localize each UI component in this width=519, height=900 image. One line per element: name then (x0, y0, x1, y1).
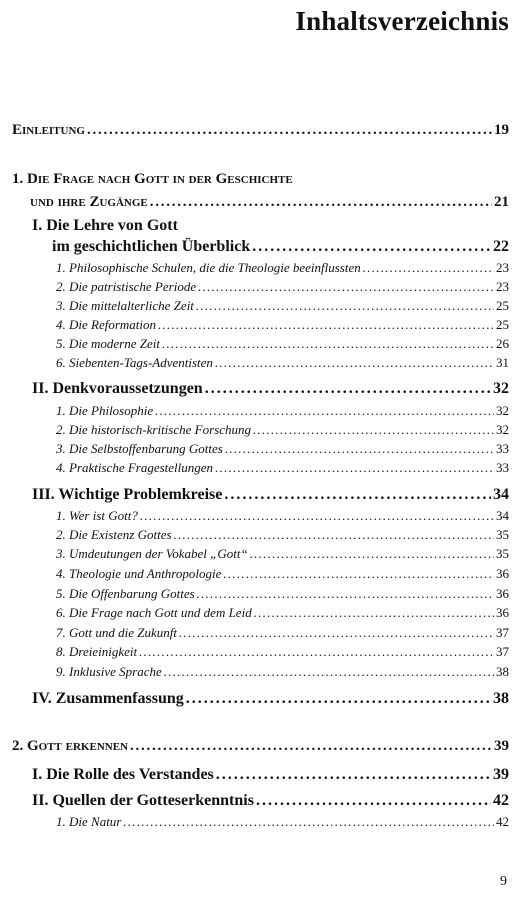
toc-subentry[interactable] (56, 625, 509, 641)
toc-chapter-1-line1[interactable]: 1. Die Frage nach Gott in der Geschichte (12, 171, 293, 187)
toc-chapter-2-section-2[interactable] (32, 792, 509, 810)
leader-dots (363, 260, 494, 276)
leader-dots (162, 336, 494, 352)
toc-entry-page: 36 (496, 566, 509, 581)
toc-entry-page: 22 (493, 238, 509, 255)
leader-dots (215, 355, 494, 371)
leader-dots (179, 625, 494, 641)
page-number: 9 (500, 874, 507, 889)
toc-entry-label: Einleitung (12, 122, 85, 138)
leader-dots (150, 194, 492, 211)
toc-entry-page: 39 (493, 766, 509, 783)
toc-subentry[interactable] (56, 355, 509, 371)
toc-entry-page: 31 (496, 355, 509, 370)
toc-entry-page: 34 (496, 508, 509, 523)
toc-entry-label: I. Die Rolle des Verstandes (32, 766, 214, 783)
toc-subentry[interactable] (56, 644, 509, 660)
leader-dots (250, 546, 494, 562)
toc-entry-page: 32 (493, 380, 509, 397)
toc-chapter-2[interactable] (12, 738, 509, 755)
toc-entry-page: 21 (494, 194, 509, 210)
toc-entry-page: 19 (494, 122, 509, 138)
toc-entry-page: 33 (496, 441, 509, 456)
toc-entry-label: 5. Die Offenbarung Gottes (56, 586, 195, 601)
toc-entry-page: 37 (496, 625, 509, 640)
toc-subentry[interactable] (56, 527, 509, 543)
toc-subentry[interactable] (56, 566, 509, 582)
toc-entry-label: im geschichtlichen Überblick (52, 238, 251, 255)
toc-entry-page: 35 (496, 546, 509, 561)
toc-entry-label: 5. Die moderne Zeit (56, 336, 160, 351)
toc-entry-label: 8. Dreieinigkeit (56, 644, 138, 659)
page-title: Inhaltsverzeichnis (295, 6, 509, 36)
toc-entry-label: 2. Die Existenz Gottes (56, 527, 172, 542)
toc-entry-page: 39 (494, 738, 509, 754)
toc-entry-page: 36 (496, 586, 509, 601)
leader-dots (216, 766, 491, 784)
toc-entry-page: 26 (496, 336, 509, 351)
toc-entry-label: und ihre Zugänge (30, 194, 148, 210)
toc-entry-page: 38 (493, 690, 509, 707)
toc-entry-page: 32 (496, 422, 509, 437)
leader-dots (196, 298, 494, 314)
toc-entry-label: 1. Philosophische Schulen, die die Theologie beeinflussten (56, 260, 361, 275)
toc-subentry[interactable] (56, 605, 509, 621)
toc-entry-label: 2. Gott erkennen (12, 738, 128, 754)
toc-entry-page: 32 (496, 403, 509, 418)
toc-subentry[interactable] (56, 317, 509, 333)
toc-chapter-2-section-1[interactable] (32, 766, 509, 784)
toc-entry-einleitung[interactable] (12, 122, 509, 139)
toc-subentry[interactable] (56, 664, 509, 680)
leader-dots (139, 644, 494, 660)
toc-entry-page: 23 (496, 260, 509, 275)
leader-dots (155, 403, 494, 419)
toc-entry-label: 6. Die Frage nach Gott und dem Leid (56, 605, 252, 620)
toc-subentry[interactable] (56, 546, 509, 562)
toc-section-1[interactable] (52, 238, 509, 256)
toc-entry-page: 37 (496, 644, 509, 659)
leader-dots (252, 238, 491, 256)
toc-entry-page: 35 (496, 527, 509, 542)
toc-entry-page: 25 (496, 298, 509, 313)
toc-entry-page: 36 (496, 605, 509, 620)
leader-dots (186, 690, 491, 708)
leader-dots (123, 814, 494, 830)
leader-dots (174, 527, 494, 543)
toc-subentry[interactable] (56, 586, 509, 602)
toc-entry-label: 3. Die Selbstoffenbarung Gottes (56, 441, 223, 456)
toc-subentry[interactable] (56, 441, 509, 457)
toc-entry-label: 4. Praktische Fragestellungen (56, 460, 214, 475)
leader-dots (254, 605, 494, 621)
toc-entry-label: 3. Umdeutungen der Vokabel „Gott“ (56, 546, 248, 561)
toc-subentry[interactable] (56, 422, 509, 438)
toc-entry-label: 2. Die historisch-kritische Forschung (56, 422, 251, 437)
toc-subentry[interactable] (56, 508, 509, 524)
toc-entry-label: II. Quellen der Gotteserkenntnis (32, 792, 254, 809)
leader-dots (215, 460, 494, 476)
toc-subentry[interactable] (56, 279, 509, 295)
toc-entry-page: 33 (496, 460, 509, 475)
toc-subentry[interactable] (56, 814, 509, 830)
toc-chapter-1[interactable] (30, 194, 509, 211)
leader-dots (198, 279, 494, 295)
toc-entry-label: II. Denkvoraussetzungen (32, 380, 203, 397)
toc-section-2[interactable] (32, 380, 509, 398)
toc-entry-label: 1. Wer ist Gott? (56, 508, 138, 523)
toc-entry-label: 6. Siebenten-Tags-Adventisten (56, 355, 213, 370)
toc-section-4[interactable] (32, 690, 509, 708)
toc-entry-label: 4. Die Reformation (56, 317, 157, 332)
toc-entry-label: 9. Inklusive Sprache (56, 664, 162, 679)
leader-dots (225, 441, 494, 457)
leader-dots (87, 122, 492, 139)
toc-entry-label: 3. Die mittelalterliche Zeit (56, 298, 194, 313)
leader-dots (140, 508, 494, 524)
leader-dots (205, 380, 491, 398)
toc-subentry[interactable] (56, 260, 509, 276)
toc-entry-label: 7. Gott und die Zukunft (56, 625, 177, 640)
leader-dots (158, 317, 494, 333)
toc-entry-label: 1. Die Natur (56, 814, 122, 829)
leader-dots (197, 586, 494, 602)
toc-entry-page: 23 (496, 279, 509, 294)
toc-entry-page: 34 (493, 486, 509, 503)
leader-dots (130, 738, 492, 755)
toc-section-1-line1[interactable]: I. Die Lehre von Gott (32, 217, 178, 234)
toc-entry-page: 38 (496, 664, 509, 679)
toc-entry-label: 4. Theologie und Anthropologie (56, 566, 222, 581)
leader-dots (164, 664, 494, 680)
leader-dots (223, 566, 494, 582)
toc-entry-label: IV. Zusammenfassung (32, 690, 184, 707)
toc-subentry[interactable] (56, 298, 509, 314)
toc-subentry[interactable] (56, 336, 509, 352)
toc-section-3[interactable] (32, 486, 509, 504)
toc-entry-page: 42 (493, 792, 509, 809)
toc-entry-page: 25 (496, 317, 509, 332)
toc-entry-label: 1. Die Philosophie (56, 403, 154, 418)
toc-subentry[interactable] (56, 460, 509, 476)
toc-entry-label: III. Wichtige Problemkreise (32, 486, 223, 503)
leader-dots (256, 792, 491, 810)
leader-dots (224, 486, 491, 504)
toc-entry-label: 2. Die patristische Periode (56, 279, 197, 294)
leader-dots (253, 422, 494, 438)
toc-entry-page: 42 (496, 814, 509, 829)
toc-subentry[interactable] (56, 403, 509, 419)
